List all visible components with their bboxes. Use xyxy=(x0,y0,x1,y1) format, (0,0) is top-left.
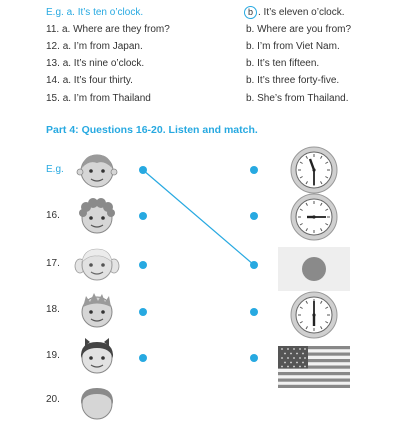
question-number: 14. xyxy=(46,75,60,86)
question-15-option-a xyxy=(46,90,151,107)
question-number: 12. xyxy=(46,41,60,52)
right-dot-4[interactable] xyxy=(250,308,258,316)
clock-nine-oclock-icon xyxy=(278,192,350,242)
left-dot-17[interactable] xyxy=(139,261,147,269)
question-row-eg xyxy=(0,4,400,21)
curly-boy-face-icon xyxy=(74,196,120,236)
girl-face-icon xyxy=(74,382,120,422)
question-14-option-a xyxy=(46,72,133,89)
japan-flag-icon xyxy=(278,244,350,294)
pigtail-girl-face-icon xyxy=(74,244,120,284)
question-row-14 xyxy=(0,72,400,89)
question-eg-option-a xyxy=(46,4,143,21)
right-dot-1[interactable] xyxy=(250,166,258,174)
question-11-option-a xyxy=(46,21,170,38)
option-b-text: b. I’m from Viet Nam. xyxy=(246,41,340,52)
item-number-20: 20. xyxy=(46,394,60,405)
question-row-15 xyxy=(0,90,400,107)
left-dot-16[interactable] xyxy=(139,212,147,220)
left-dot-18[interactable] xyxy=(139,308,147,316)
clock-half-past-icon xyxy=(278,145,350,195)
item-number-16: 16. xyxy=(46,210,60,221)
item-number-19: 19. xyxy=(46,350,60,361)
left-dot-eg[interactable] xyxy=(139,166,147,174)
option-a-text: a. I’m from Thailand xyxy=(62,93,151,104)
clock-six-oclock-icon xyxy=(278,290,350,340)
question-eg-option-b xyxy=(246,4,345,21)
option-b-text: b. It’s three forty-five. xyxy=(246,75,340,86)
question-number: 15. xyxy=(46,93,60,104)
option-b-text: b. It’s ten fifteen. xyxy=(246,58,320,69)
question-13-option-a xyxy=(46,55,144,72)
spiky-boy-face-icon xyxy=(74,290,120,330)
question-number: E.g. xyxy=(46,7,64,18)
item-number-18: 18. xyxy=(46,304,60,315)
option-a-text: a. It’s four thirty. xyxy=(62,75,133,86)
option-a-text: a. It’s nine o’clock. xyxy=(62,58,145,69)
item-number-17: 17. xyxy=(46,258,60,269)
question-row-12 xyxy=(0,38,400,55)
question-12-option-a xyxy=(46,38,143,55)
left-dot-19[interactable] xyxy=(139,354,147,362)
option-a-text: a. Where are they from? xyxy=(61,24,170,35)
option-a-text: a. It’s ten o’clock. xyxy=(66,7,144,18)
option-b-text: . It’s eleven o’clock. xyxy=(258,7,345,18)
option-b-text: b. She’s from Thailand. xyxy=(246,93,349,104)
item-number-eg: E.g. xyxy=(46,164,64,175)
right-dot-3[interactable] xyxy=(250,261,258,269)
circled-answer: b xyxy=(244,6,257,19)
girl-bow-face-icon xyxy=(74,336,120,376)
right-dot-2[interactable] xyxy=(250,212,258,220)
right-dot-5[interactable] xyxy=(250,354,258,362)
option-b-text: b. Where are you from? xyxy=(246,24,352,35)
question-number: 11. xyxy=(46,24,60,35)
usa-flag-icon xyxy=(278,346,350,396)
boy-face-icon xyxy=(74,150,120,190)
question-row-11 xyxy=(0,21,400,38)
question-number: 13. xyxy=(46,58,60,69)
question-row-13 xyxy=(0,55,400,72)
option-a-text: a. I’m from Japan. xyxy=(62,41,143,52)
part-4-title: Part 4: Questions 16-20. Listen and match. xyxy=(46,124,258,136)
